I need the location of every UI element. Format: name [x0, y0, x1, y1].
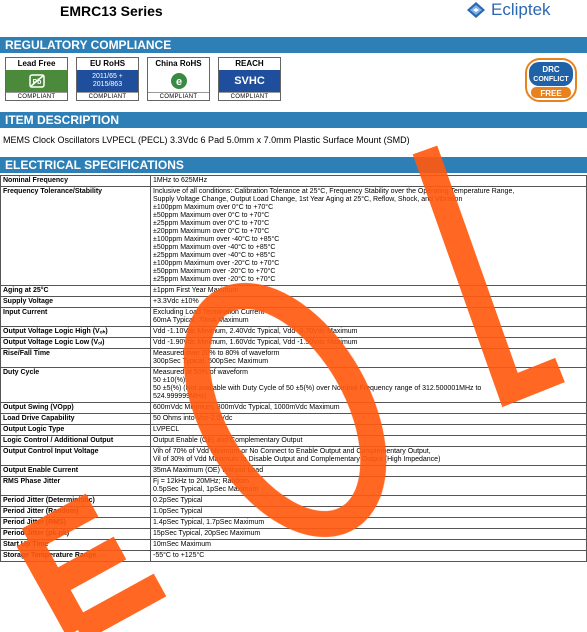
spec-value-line: 600mVdc Minimum, 800mVdc Typical, 1000mVdc Maximum — [153, 404, 340, 411]
spec-value — [151, 540, 587, 551]
item-description-heading: ITEM DESCRIPTION — [0, 112, 587, 128]
badge-body: SVHC — [219, 70, 280, 92]
badge-title: China RoHS — [155, 59, 202, 68]
spec-value-line: 50 ±10(%) — [153, 377, 186, 384]
spec-value-line: 10mSec Maximum — [153, 541, 211, 548]
spec-parameter: Duty Cycle — [1, 368, 151, 403]
electrical-spec-table — [0, 175, 587, 562]
spec-row — [1, 187, 587, 286]
eu-rohs-badge — [76, 57, 139, 101]
spec-parameter: RMS Phase Jitter — [1, 477, 151, 496]
spec-value-line: ±25ppm Maximum over 0°C to +70°C — [153, 220, 270, 227]
spec-row — [1, 308, 587, 327]
lead-free-badge — [5, 57, 68, 101]
spec-parameter: Nominal Frequency — [1, 176, 151, 187]
spec-parameter: Supply Voltage — [1, 297, 151, 308]
spec-parameter: Period Jitter (pk-pk) — [1, 529, 151, 540]
spec-value-line: Fj = 12kHz to 20MHz; Random — [153, 478, 249, 485]
spec-value — [151, 308, 587, 327]
spec-value-line: Supply Voltage Change, Output Load Change, 1st Year Aging at 25°C, Reflow, Shock, and Vibration — [153, 196, 463, 203]
spec-value-line: 35mA Maximum (OE) Without Load — [153, 467, 264, 474]
spec-value-line: Measured at 50% of waveform — [153, 369, 248, 376]
spec-row — [1, 368, 587, 403]
spec-value-line: Measured over 20% to 80% of waveform — [153, 350, 280, 357]
badge-footer: COMPLIANT — [77, 92, 138, 100]
spec-value-line: 50 Ohms into Vcc-2.0Vdc — [153, 415, 233, 422]
brand-name: Ecliptek — [491, 0, 551, 19]
spec-value-line: Excluding Load Termination Current — [153, 309, 265, 316]
spec-value-line: ±100ppm Maximum over -40°C to +85°C — [153, 236, 280, 243]
spec-value-line: ±50ppm Maximum over -20°C to +70°C — [153, 268, 276, 275]
spec-value-line: Vdd -1.10Vdc Minimum, 2.40Vdc Typical, Vdd -0.70Vdc Maximum — [153, 328, 358, 335]
spec-parameter: Start Up Time — [1, 540, 151, 551]
spec-row — [1, 496, 587, 507]
badge-title: REACH — [235, 59, 264, 68]
spec-parameter: Aging at 25°C — [1, 286, 151, 297]
spec-value — [151, 496, 587, 507]
spec-value — [151, 425, 587, 436]
badge-title: Lead Free — [17, 59, 56, 68]
spec-row — [1, 176, 587, 187]
brand-logo — [466, 0, 551, 20]
china-rohs-badge — [147, 57, 210, 101]
spec-value-line: 524.999999MHz) — [153, 393, 207, 400]
spec-parameter: Input Current — [1, 308, 151, 327]
spec-value — [151, 176, 587, 187]
pb-crossed-icon — [27, 72, 47, 90]
spec-value-line: ±50ppm Maximum over -40°C to +85°C — [153, 244, 276, 251]
spec-row — [1, 349, 587, 368]
spec-value-line: 60mA Typical, 70mA Maximum — [153, 317, 249, 324]
series-title: EMRC13 Series — [60, 3, 163, 19]
badge-footer: COMPLIANT — [6, 92, 67, 100]
spec-value-line: 300pSec Typical, 500pSec Maximum — [153, 358, 269, 365]
spec-value — [151, 368, 587, 403]
document-header — [0, 0, 587, 30]
spec-row — [1, 529, 587, 540]
spec-value-line: ±1ppm First Year Maximum — [153, 287, 239, 294]
spec-parameter: Period Jitter (Random) — [1, 507, 151, 518]
spec-value — [151, 436, 587, 447]
spec-parameter: Load Drive Capability — [1, 414, 151, 425]
regulatory-compliance-heading: REGULATORY COMPLIANCE — [0, 37, 587, 53]
spec-row — [1, 436, 587, 447]
spec-row — [1, 477, 587, 496]
spec-parameter: Rise/Fall Time — [1, 349, 151, 368]
spec-value-line: ±20ppm Maximum over 0°C to +70°C — [153, 228, 270, 235]
spec-value-line: 1.4pSec Typical, 1.7pSec Maximum — [153, 519, 265, 526]
spec-value-line: 1MHz to 625MHz — [153, 177, 208, 184]
spec-value — [151, 403, 587, 414]
spec-parameter: Frequency Tolerance/Stability — [1, 187, 151, 286]
spec-row — [1, 518, 587, 529]
spec-row — [1, 551, 587, 562]
spec-value-line: -55°C to +125°C — [153, 552, 205, 559]
spec-row — [1, 327, 587, 338]
spec-parameter: Output Swing (VOpp) — [1, 403, 151, 414]
pb-symbol: Pb — [32, 79, 41, 86]
drc-label: DRC — [542, 65, 560, 74]
conflict-label: CONFLICT — [533, 76, 569, 83]
badge-title: EU RoHS — [89, 59, 126, 68]
spec-value — [151, 327, 587, 338]
spec-value — [151, 447, 587, 466]
regulatory-badges — [0, 55, 587, 105]
free-label: FREE — [540, 89, 562, 98]
spec-value-line: Vih of 70% of Vdd Minimum or No Connect to Enable Output and Complementary Output, — [153, 448, 431, 455]
spec-value-line: Vil of 30% of Vdd Maximum to Disable Output and Complementary Output (High Impedance) — [153, 456, 441, 463]
spec-value-line: 1.0pSec Typical — [153, 508, 203, 515]
spec-value-line: 15pSec Typical, 20pSec Maximum — [153, 530, 261, 537]
spec-value-line: 0.5pSec Typical, 1pSec Maximum — [153, 486, 259, 493]
badge-footer: COMPLIANT — [148, 92, 209, 100]
spec-row — [1, 338, 587, 349]
spec-value-line: ±25ppm Maximum over -20°C to +70°C — [153, 276, 276, 283]
spec-row — [1, 297, 587, 308]
badge-footer: COMPLIANT — [219, 92, 280, 100]
lead-free-icon — [6, 70, 67, 92]
spec-value-line: +3.3Vdc ±10% — [153, 298, 199, 305]
spec-value-line: Vdd -1.90Vdc Minimum, 1.60Vdc Typical, Vdd -1.50Vdc Maximum — [153, 339, 358, 346]
spec-value — [151, 349, 587, 368]
spec-row — [1, 466, 587, 477]
spec-row — [1, 403, 587, 414]
spec-value-line: Output Enable (OE) and Complementary Output — [153, 437, 303, 444]
spec-parameter: Output Enable Current — [1, 466, 151, 477]
spec-row — [1, 425, 587, 436]
spec-value — [151, 518, 587, 529]
e-recycle-icon — [168, 71, 190, 91]
china-rohs-icon — [148, 70, 209, 92]
spec-value — [151, 414, 587, 425]
spec-parameter: Period Jitter (Deterministic) — [1, 496, 151, 507]
reach-badge — [218, 57, 281, 101]
spec-value — [151, 477, 587, 496]
spec-parameter: Output Voltage Logic High (Vₒₕ) — [1, 327, 151, 338]
spec-value — [151, 338, 587, 349]
spec-row — [1, 540, 587, 551]
ecliptek-logo-icon — [466, 1, 486, 19]
spec-row — [1, 447, 587, 466]
badge-body: 2011/65 + 2015/863 — [77, 70, 138, 92]
spec-row — [1, 286, 587, 297]
spec-parameter: Output Logic Type — [1, 425, 151, 436]
spec-row — [1, 507, 587, 518]
electrical-specifications-heading: ELECTRICAL SPECIFICATIONS — [0, 157, 587, 173]
spec-value — [151, 297, 587, 308]
spec-value — [151, 286, 587, 297]
spec-value-line: LVPECL — [153, 426, 180, 433]
spec-parameter: Period Jitter (RMS) — [1, 518, 151, 529]
spec-value-line: ±100ppm Maximum over -20°C to +70°C — [153, 260, 280, 267]
spec-row — [1, 414, 587, 425]
spec-parameter: Output Control Input Voltage — [1, 447, 151, 466]
spec-value — [151, 507, 587, 518]
spec-value — [151, 529, 587, 540]
spec-value — [151, 187, 587, 286]
spec-value-line: 0.2pSec Typical — [153, 497, 203, 504]
spec-parameter: Logic Control / Additional Output — [1, 436, 151, 447]
spec-value-line: Inclusive of all conditions: Calibration Tolerance at 25°C, Frequency Stability over the Operating Temperature Range, — [153, 188, 515, 195]
item-description-text: MEMS Clock Oscillators LVPECL (PECL) 3.3Vdc 6 Pad 5.0mm x 7.0mm Plastic Surface Mount (SMD) — [3, 135, 410, 145]
drc-conflict-free-badge — [525, 58, 577, 102]
spec-value-line: 50 ±5(%) (Not available with Duty Cycle of 50 ±5(%) over Nominal Frequency range of 312.500001MHz to — [153, 385, 482, 392]
spec-value — [151, 466, 587, 477]
e-symbol: e — [175, 76, 182, 88]
spec-value-line: ±50ppm Maximum over 0°C to +70°C — [153, 212, 270, 219]
spec-parameter: Output Voltage Logic Low (Vₒₗ) — [1, 338, 151, 349]
spec-parameter: Storage Temperature Range — [1, 551, 151, 562]
spec-value-line: ±100ppm Maximum over 0°C to +70°C — [153, 204, 274, 211]
spec-value-line: ±25ppm Maximum over -40°C to +85°C — [153, 252, 276, 259]
spec-value — [151, 551, 587, 562]
